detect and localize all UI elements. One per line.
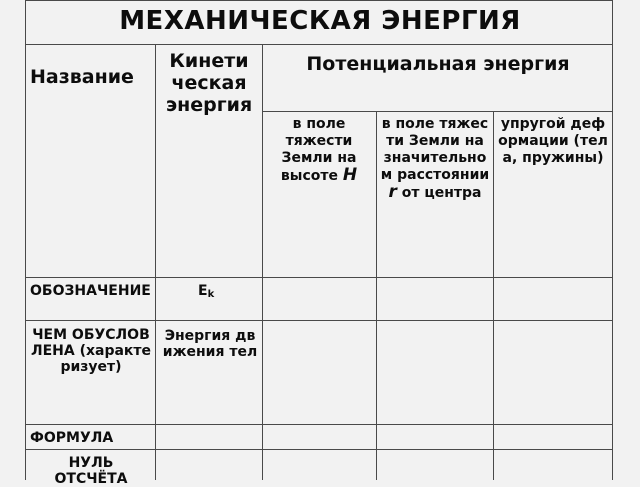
- header-potential-gravity-distance: [380, 116, 490, 202]
- symbol-h: H: [342, 165, 358, 185]
- kinetic-subscript: k: [207, 289, 215, 300]
- row-label-cause: ЧЕМ ОБУСЛОВЛЕНА (характеризует): [30, 327, 152, 375]
- kinetic-designation: [198, 283, 214, 303]
- symbol-r: r: [388, 182, 397, 202]
- row-label-formula: ФОРМУЛА: [30, 430, 114, 446]
- sub-text-before: в поле тяжести Земли на значительном расстоянии: [380, 116, 490, 183]
- potential-divider: [262, 111, 613, 112]
- row-label-designation: ОБОЗНАЧЕНИЕ: [30, 283, 151, 299]
- table-title: МЕХАНИЧЕСКАЯ ЭНЕРГИЯ: [119, 6, 521, 36]
- col-divider-1: [155, 44, 156, 480]
- kinetic-symbol: E: [198, 283, 208, 299]
- header-divider: [25, 277, 613, 278]
- row-divider-3: [25, 449, 613, 450]
- header-name: Название: [30, 66, 134, 88]
- border-right: [612, 0, 613, 480]
- header-kinetic: Кинетическая энергия: [165, 50, 253, 116]
- col-divider-3: [376, 111, 377, 480]
- row-divider-1: [25, 320, 613, 321]
- row-label-zero: НУЛЬ ОТСЧЁТА: [54, 455, 128, 487]
- table-border-top: [25, 0, 613, 1]
- header-potential-elastic: упругой деформации (тела, пружины): [498, 116, 608, 166]
- border-left: [25, 0, 26, 480]
- kinetic-cause: Энергия движения тел: [162, 328, 258, 360]
- col-divider-4: [493, 111, 494, 480]
- sub-text: в поле тяжести Земли на высоте: [280, 116, 357, 184]
- title-divider: [25, 44, 613, 45]
- row-divider-2: [25, 424, 613, 425]
- header-potential: Потенциальная энергия: [306, 53, 570, 75]
- header-potential-gravity-height: [266, 116, 372, 185]
- col-divider-2: [262, 44, 263, 480]
- sub-text-after: от центра: [401, 185, 482, 201]
